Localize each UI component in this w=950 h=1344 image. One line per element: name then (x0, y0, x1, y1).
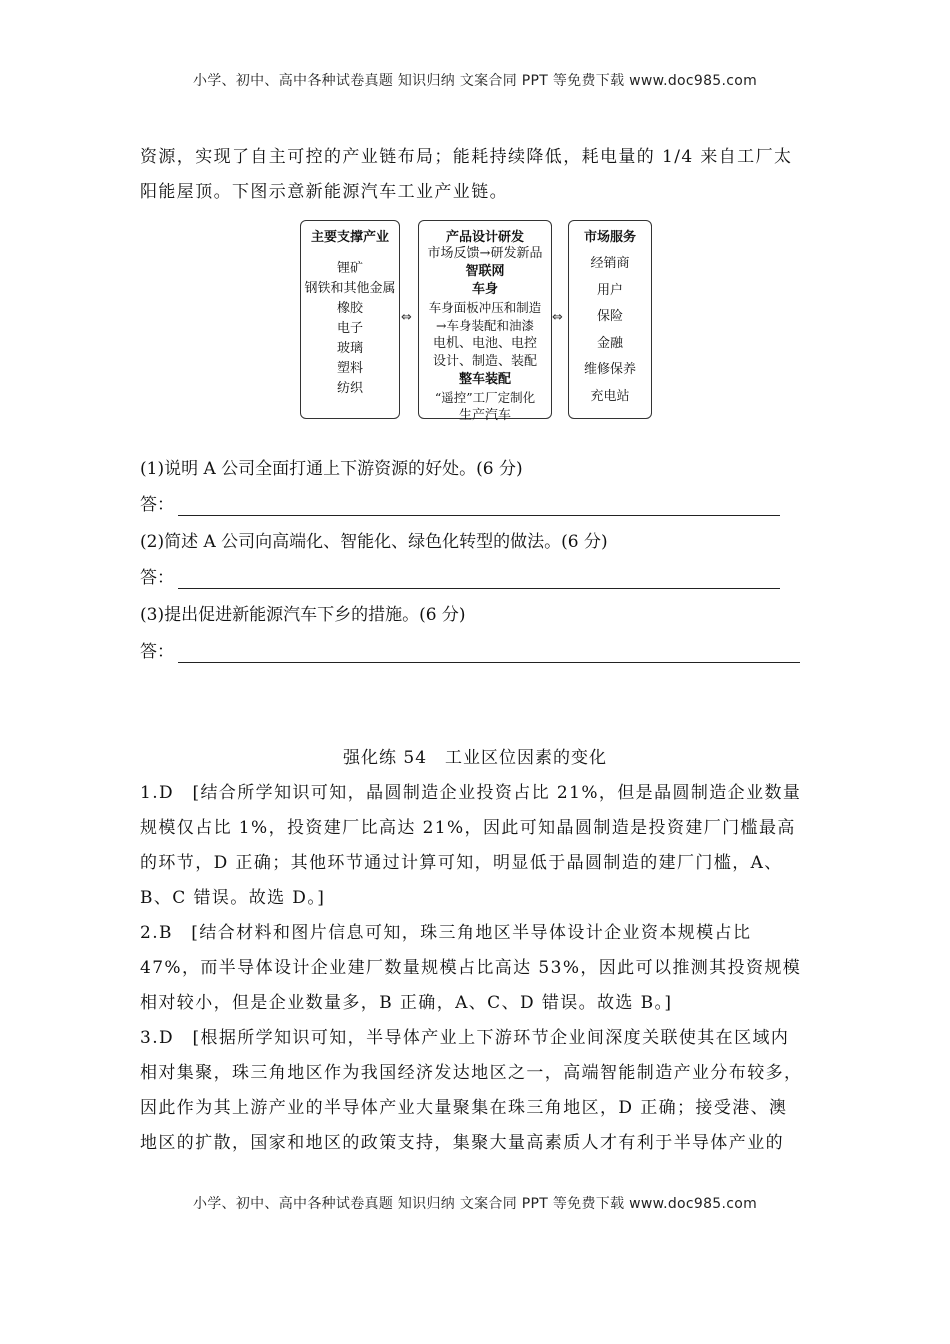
answer-text-line: 相对集聚，珠三角地区作为我国经济发达地区之一，高端智能制造产业分布较多， (140, 1063, 803, 1083)
question-3: (3)提出促进新能源汽车下乡的措施。(6 分) (140, 605, 466, 625)
support-industry-item: 橡胶 (336, 301, 363, 316)
support-industry-item: 钢铁和其他金属 (304, 281, 396, 296)
product-design-heading: 车身 (471, 282, 498, 297)
answer-label: 答： (140, 568, 174, 588)
double-arrow-icon: ⇔ (401, 310, 412, 325)
product-design-line: 电机、电池、电控 (432, 336, 537, 351)
product-design-heading: 智联网 (465, 264, 505, 279)
double-arrow-icon: ⇔ (552, 310, 563, 325)
intro-line: 阳能屋顶。下图示意新能源汽车工业产业链。 (140, 182, 508, 202)
product-design-box (418, 220, 552, 423)
answer-text-line: 地区的扩散，国家和地区的政策支持，集聚大量高素质人才有利于半导体产业的 (140, 1133, 784, 1153)
support-industry-item: 纺织 (336, 381, 363, 396)
market-service-item: 充电站 (590, 388, 630, 404)
answer-line-2 (140, 563, 780, 589)
answer-text-line: 的环节，D 正确；其他环节通过计算可知，明显低于晶圆制造的建厂门槛，A、 (140, 853, 783, 873)
support-industry-item: 电子 (336, 321, 363, 336)
product-design-line: 市场反馈→研发新品 (427, 246, 543, 261)
answer-text-line: B、C 错误。故选 D。] (140, 888, 326, 908)
product-design-line: 设计、制造、装配 (432, 354, 537, 369)
product-design-line: 生产汽车 (458, 408, 511, 423)
support-industries-box (300, 220, 400, 419)
answer-line-1 (140, 490, 780, 516)
market-service-item: 用户 (596, 282, 623, 298)
question-2: (2)简述 A 公司向高端化、智能化、绿色化转型的做法。(6 分) (140, 532, 608, 552)
intro-line: 资源，实现了自主可控的产业链布局；能耗持续降低，耗电量的 1/4 来自工厂太 (140, 147, 793, 167)
page-footer: 小学、初中、高中各种试卷真题 知识归纳 文案合同 PPT 等免费下载 www.doc985.com (192, 1196, 758, 1212)
intro-paragraph (140, 140, 812, 210)
answer-line-3 (140, 637, 800, 663)
market-service-item: 经销商 (590, 256, 630, 271)
support-industry-item: 锂矿 (336, 261, 363, 276)
answer-text-line: 2.B [结合材料和图片信息可知，珠三角地区半导体设计企业资本规模占比 (140, 923, 752, 943)
answer-text-line: 47%，而半导体设计企业建厂数量规模占比高达 53%，因此可以推测其投资规模 (140, 958, 802, 978)
market-services-title: 市场服务 (583, 230, 636, 245)
section-title: 强化练 54 工业区位因素的变化 (342, 748, 608, 768)
product-design-heading: 整车装配 (458, 372, 511, 387)
answer-label: 答： (140, 642, 174, 662)
support-industry-item: 玻璃 (336, 341, 363, 356)
answer-text-line: 相对较小，但是企业数量多，B 正确，A、C、D 错误。故选 B。] (140, 993, 673, 1013)
question-1: (1)说明 A 公司全面打通上下游资源的好处。(6 分) (140, 459, 523, 479)
answer-text-line: 1.D [结合所学知识可知，晶圆制造企业投资占比 21%，但是晶圆制造企业数量 (140, 783, 802, 803)
support-industry-item: 塑料 (336, 361, 363, 376)
answer-blank-1[interactable] (178, 514, 780, 516)
market-service-item: 金融 (596, 335, 623, 351)
product-design-line: 车身面板冲压和制造 (428, 300, 542, 315)
market-service-item: 维修保养 (583, 362, 636, 377)
market-services-box (568, 220, 652, 419)
answer-blank-3[interactable] (178, 661, 800, 663)
answer-text-line: 规模仅占比 1%，投资建厂比高达 21%，因此可知晶圆制造是投资建厂门槛最高 (140, 818, 796, 838)
answer-explanations (140, 776, 812, 1161)
product-design-line: →车身装配和油漆 (436, 318, 534, 333)
page-header: 小学、初中、高中各种试卷真题 知识归纳 文案合同 PPT 等免费下载 www.doc985.com (192, 73, 758, 89)
product-design-title: 产品设计研发 (445, 230, 524, 245)
product-design-line: “遥控”工厂定制化 (434, 390, 536, 405)
market-service-item: 保险 (596, 309, 623, 324)
support-industries-title: 主要支撑产业 (310, 230, 389, 245)
answer-blank-2[interactable] (178, 587, 780, 589)
answer-text-line: 因此作为其上游产业的半导体产业大量聚集在珠三角地区，D 正确；接受港、澳 (140, 1098, 788, 1118)
answer-text-line: 3.D [根据所学知识可知，半导体产业上下游环节企业间深度关联使其在区域内 (140, 1028, 790, 1048)
answer-label: 答： (140, 495, 174, 515)
